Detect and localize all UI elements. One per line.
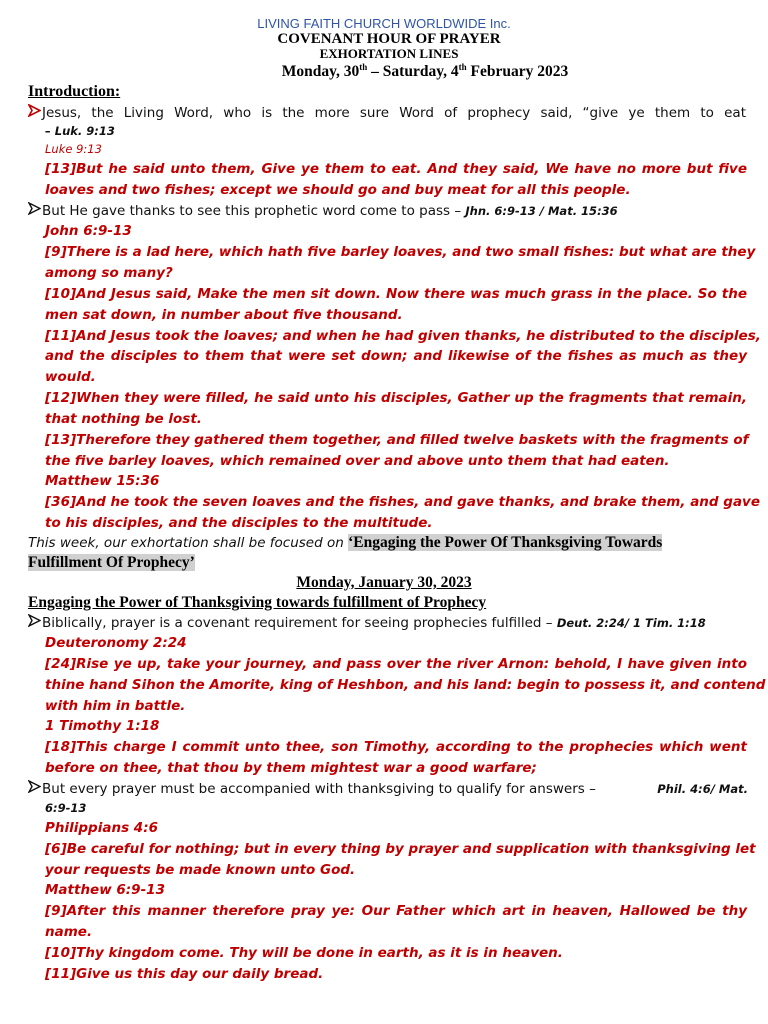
scripture-ref: Matthew 6:9-13 [45,882,165,898]
doc-date-range [0,62,768,81]
scripture-ref: Luke 9:13 [45,142,102,156]
scripture-ref: John 6:9-13 [45,223,132,239]
scripture-verse: before on thee, that thou by them mightest war a good warfare; [45,760,537,776]
scripture-verse: [9]There is a lad here, which hath five barley loaves, and two small fishes: but what are they [45,244,756,260]
bullet-text: But every prayer must be accompanied with thanksgiving to qualify for answers – [42,781,596,797]
bullet-cite-cont: 6:9-13 [45,801,87,815]
scripture-verse: [10]Thy kingdom come. Thy will be done in earth, as it is in heaven. [45,945,563,961]
scripture-verse: your requests be made known unto God. [45,862,356,878]
scripture-verse: men sat down, in number about five thousand. [45,307,403,323]
scripture-verse: the five barley loaves, which remained over and above unto them that had eaten. [45,453,670,469]
scripture-verse: to his disciples, and the disciples to the multitude. [45,515,433,531]
date-part: February 2023 [466,63,569,81]
scripture-ref: Deuteronomy 2:24 [45,635,187,651]
arrow-bullet-red-icon [28,103,42,123]
doc-title: COVENANT HOUR OF PRAYER [277,31,501,47]
focus-highlight: ‘Engaging the Power Of Thanksgiving Towards [348,534,663,551]
scripture-verse: would. [45,369,96,385]
scripture-verse: [11]And Jesus took the loaves; and when he had given thanks, he distributed to the disciples, [45,328,761,344]
bullet-cite: Deut. 2:24/ 1 Tim. 1:18 [556,616,706,630]
intro-bullet-1-cite: – Luk. 9:13 [45,124,115,138]
focus-text: This week, our exhortation shall be focused on [28,535,349,551]
scripture-verse: [36]And he took the seven loaves and the fishes, and gave thanks, and brake them, and gave [45,494,761,510]
arrow-bullet-icon [28,779,42,799]
date-sup: th [359,62,368,72]
scripture-verse: [24]Rise ye up, take your journey, and pass over the river Arnon: behold, I have given into [45,656,747,672]
date-sup: th [458,62,467,72]
bullet-cite: Phil. 4:6/ Mat. [657,782,748,796]
scripture-ref: Matthew 15:36 [45,473,160,489]
arrow-bullet-icon [28,201,42,221]
scripture-verse: [11]Give us this day our daily bread. [45,966,324,982]
scripture-verse: with him in battle. [45,698,186,714]
scripture-verse: [6]Be careful for nothing; but in every thing by prayer and supplication with thanksgiving let [45,841,756,857]
bullet-cite: Jhn. 6:9-13 / Mat. 15:36 [465,204,618,218]
intro-heading: Introduction: [28,83,121,100]
bullet-text: But He gave thanks to see this prophetic word come to pass – [42,203,466,219]
monday-bullet-2 [28,779,748,799]
monday-bullet-1 [28,613,706,633]
scripture-verse: [10]And Jesus said, Make the men sit down. Now there was much grass in the place. So the [45,286,747,302]
intro-bullet-2 [28,201,618,221]
focus-highlight: Fulfillment Of Prophecy’ [28,554,195,571]
bullet-text: Biblically, prayer is a covenant requirement for seeing prophecies fulfilled – [42,615,557,631]
scripture-verse: [13]But he said unto them, Give ye them to eat. And they said, We have no more but five [45,161,747,177]
scripture-verse: loaves and two fishes; except we should go and buy meat for all this people. [45,182,631,198]
focus-statement [28,533,662,553]
date-part: – Saturday, 4 [367,63,459,81]
scripture-verse: and the disciples to them that were set down; and likewise of the fishes as much as they [45,348,747,364]
intro-bullet-1 [28,103,748,123]
day-title: Engaging the Power of Thanksgiving towards fulfillment of Prophecy [28,594,487,611]
scripture-verse: [9]After this manner therefore pray ye: Our Father which art in heaven, Hallowed be thy [45,903,747,919]
scripture-verse: name. [45,924,93,940]
doc-subtitle: EXHORTATION LINES [319,46,459,61]
scripture-verse: [18]This charge I commit unto thee, son Timothy, according to the prophecies which went [45,739,747,755]
scripture-verse: [13]Therefore they gathered them together, and filled twelve baskets with the fragments of [45,432,749,448]
bullet-text: Jesus, the Living Word, who is the more sure Word of prophecy said, “give ye them to eat [42,105,746,121]
date-part: Monday, 30 [281,63,360,81]
org-name: LIVING FAITH CHURCH WORLDWIDE Inc. [257,16,511,31]
arrow-bullet-icon [28,613,42,633]
scripture-ref: Philippians 4:6 [45,820,158,836]
scripture-ref: 1 Timothy 1:18 [45,718,160,734]
scripture-verse: thine hand Sihon the Amorite, king of Heshbon, and his land: begin to possess it, and contend [45,677,766,693]
scripture-verse: among so many? [45,265,173,281]
focus-statement-cont [28,553,195,573]
scripture-verse: that nothing be lost. [45,411,202,427]
scripture-verse: [12]When they were filled, he said unto his disciples, Gather up the fragments that remain, [45,390,747,406]
day-heading: Monday, January 30, 2023 [296,574,472,591]
